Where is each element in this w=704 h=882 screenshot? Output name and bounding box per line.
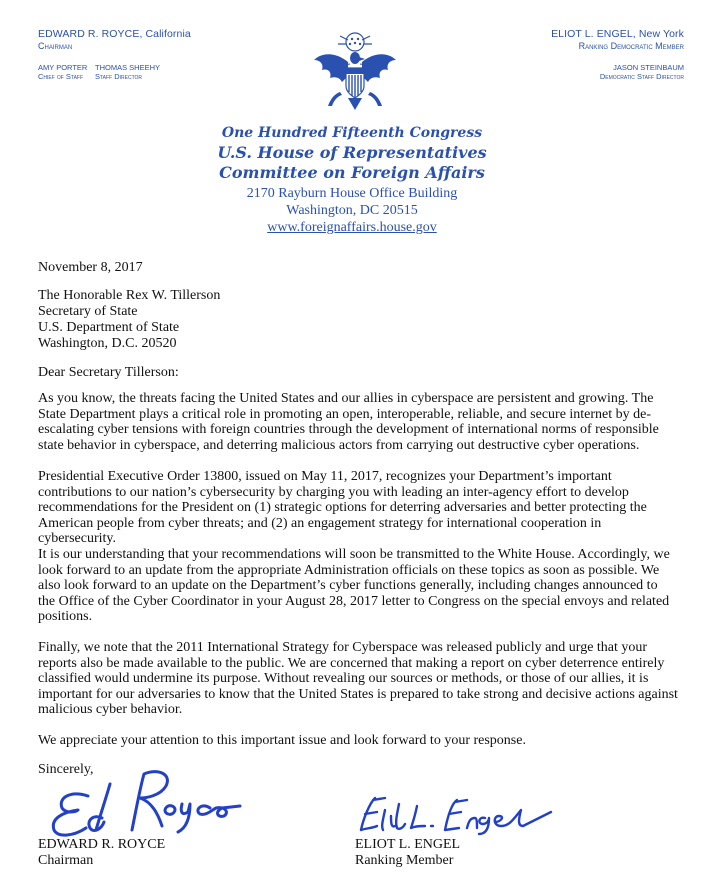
salutation: Dear Secretary Tillerson: — [38, 365, 179, 380]
congress-title: One Hundred Fifteenth Congress — [221, 125, 483, 141]
dem-staff-director-name: JASON STEINBAUM — [613, 63, 684, 72]
staff-director-name: THOMAS SHEEHY — [95, 63, 161, 72]
recipient-line-2: Secretary of State — [38, 304, 138, 319]
paragraph-1: As you know, the threats facing the United States and our allies in cyberspace are persistent and growing. The State Department plays a critical role in promoting an open, interoperable, reliable, and secure internet by de-escalating cyber tensions with foreign countries through the development of international norms of responsible state behavior in cyberspace, and deterring malicious actors from carrying out destructive cyber operations. — [38, 391, 659, 453]
house-title: U.S. House of Representatives — [217, 143, 487, 162]
chief-of-staff-name: AMY PORTER — [38, 63, 88, 72]
chairman-name: EDWARD R. ROYCE, California — [38, 28, 191, 40]
chief-of-staff-title: Chief of Staff — [38, 72, 84, 81]
chairman-title: Chairman — [38, 41, 73, 51]
address-line-1: 2170 Rayburn House Office Building — [246, 186, 458, 201]
paragraph-5: We appreciate your attention to this important issue and look forward to your response. — [38, 733, 526, 748]
signer-1-name: EDWARD R. ROYCE — [38, 837, 166, 852]
signer-2-name: ELIOT L. ENGEL — [355, 837, 461, 852]
paragraph-3: It is our understanding that your recommendations will soon be transmitted to the White House. Accordingly, we look forward to an update from the appropriate Administration officials on these topics as soon as possible. We also look forward to an update on the Department’s cyber functions generally, including changes announced to the Office of the Cyber Coordinator in your August 28, 2017 letter to Congress on the special envoys and related positions. — [38, 547, 670, 625]
recipient-line-3: U.S. Department of State — [38, 320, 180, 335]
paragraph-4: Finally, we note that the 2011 International Strategy for Cyberspace was released publicly and urge that your reports also be made available to the public. We are concerned that making a report on cyber deterrence entirely classified would undermine its purpose. Without revealing our sources or methods, or those of our allies, it is important for our adversaries to know that the United States is prepared to take strong and decisive actions against malicious cyber behavior. — [38, 640, 678, 718]
signature-engel — [355, 790, 555, 838]
signer-2-title: Ranking Member — [355, 853, 454, 868]
website-link[interactable]: www.foreignaffairs.house.gov — [267, 220, 437, 235]
recipient-line-1: The Honorable Rex W. Tillerson — [38, 288, 221, 303]
recipient-line-4: Washington, D.C. 20520 — [38, 336, 177, 351]
paragraph-2: Presidential Executive Order 13800, issued on May 11, 2017, recognizes your Department’s important contributions to our nation’s cybersecurity by charging you with leading an inter-agency effort to develop recommendations for the President on (1) strategic options for deterring adversaries and better protecting the American people from cyber threats; and (2) an engagement strategy for international cooperation in cybersecurity. — [38, 469, 647, 547]
ranking-member-title: Ranking Democratic Member — [578, 41, 684, 51]
signer-1-title: Chairman — [38, 853, 94, 868]
letter-date: November 8, 2017 — [38, 260, 143, 275]
signature-royce — [40, 768, 250, 840]
staff-director-title: Staff Director — [95, 72, 143, 81]
ranking-member-name: ELIOT L. ENGEL, New York — [551, 28, 684, 40]
great-seal-icon — [310, 30, 400, 122]
closing: Sincerely, — [38, 762, 94, 777]
address-line-2: Washington, DC 20515 — [286, 203, 418, 218]
dem-staff-director-title: Democratic Staff Director — [599, 72, 684, 81]
committee-title: Committee on Foreign Affairs — [219, 163, 485, 182]
